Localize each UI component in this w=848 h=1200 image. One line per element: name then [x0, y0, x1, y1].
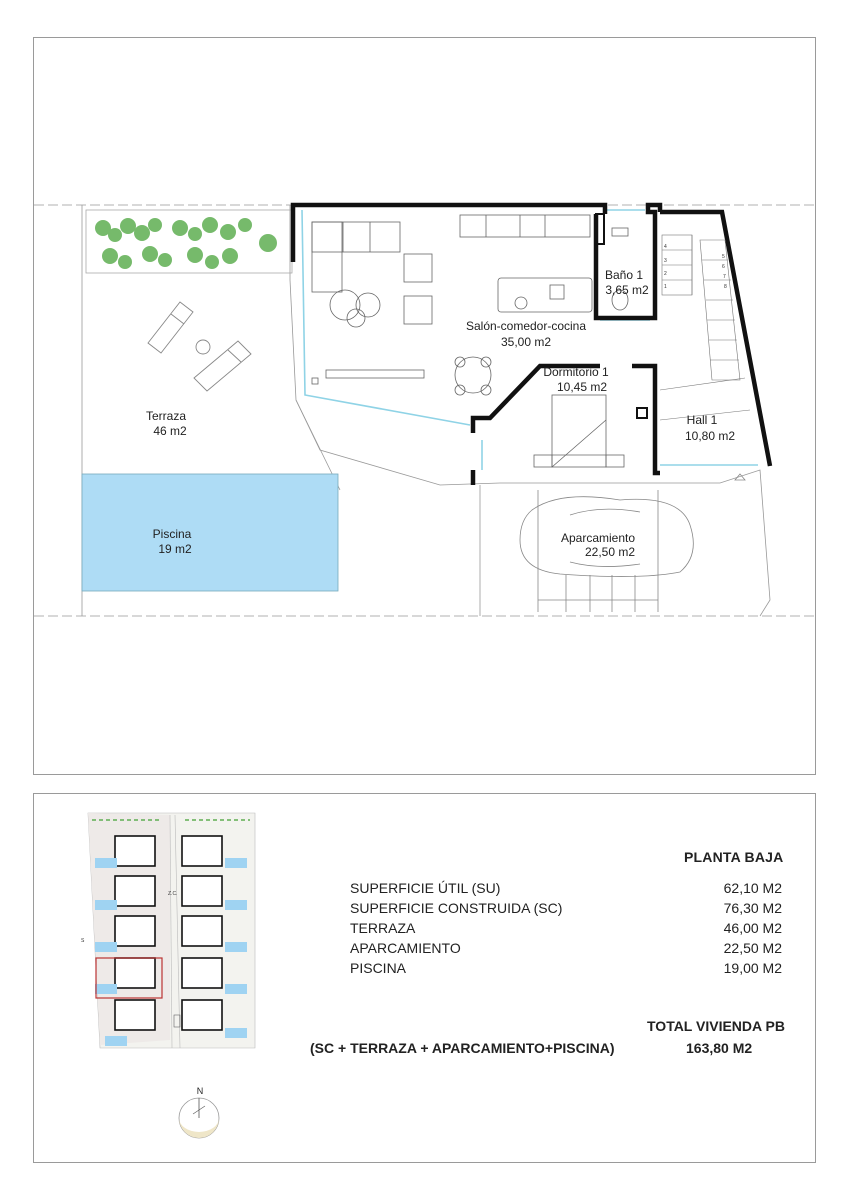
room-area-aparcamiento: 22,50 m2 [584, 545, 636, 559]
room-name-salon: Salón-comedor-cocina [465, 319, 587, 333]
svg-text:4: 4 [664, 244, 667, 250]
furniture [312, 215, 628, 467]
pool [82, 474, 338, 591]
staircase [660, 235, 750, 420]
total-formula: (SC + TERRAZA + APARCAMIENTO+PISCINA) [310, 1040, 615, 1056]
hedge-planter [86, 210, 292, 273]
site-side-mark: S [81, 938, 85, 944]
summary-value: 46,00 M2 [723, 920, 782, 936]
svg-text:7: 7 [723, 274, 726, 280]
svg-text:1: 1 [664, 284, 667, 290]
sun-loungers [148, 302, 251, 391]
summary-label: PISCINA [350, 960, 407, 976]
room-name-piscina: Piscina [152, 527, 192, 541]
summary-label: TERRAZA [350, 920, 416, 936]
summary-value: 22,50 M2 [723, 940, 782, 956]
svg-text:6: 6 [722, 264, 725, 270]
room-area-salon: 35,00 m2 [500, 335, 552, 349]
svg-text:3: 3 [664, 258, 667, 264]
total-heading: TOTAL VIVIENDA PB [647, 1018, 785, 1034]
summary-label: SUPERFICIE CONSTRUIDA (SC) [350, 900, 563, 916]
room-name-dormitorio: Dormitorio 1 [543, 365, 609, 379]
summary-row-su [350, 880, 782, 900]
room-area-piscina: 19 m2 [158, 542, 192, 556]
svg-text:5: 5 [722, 254, 725, 260]
summary-row-sc [350, 900, 782, 920]
north-label: N [196, 1086, 204, 1096]
summary-value: 62,10 M2 [723, 880, 782, 896]
floor-heading: PLANTA BAJA [684, 849, 784, 865]
svg-text:8: 8 [724, 284, 727, 290]
room-area-hall: 10,80 m2 [684, 429, 736, 443]
summary-row-piscina [350, 960, 782, 980]
summary-label: SUPERFICIE ÚTIL (SU) [350, 880, 501, 896]
room-area-dormitorio: 10,45 m2 [556, 380, 608, 394]
room-name-hall: Hall 1 [686, 413, 718, 427]
summary-row-aparcamiento [350, 940, 782, 960]
site-block-code: Z.C. [168, 891, 178, 897]
room-name-terraza: Terraza [145, 409, 187, 423]
total-value: 163,80 M2 [686, 1040, 753, 1056]
room-area-terraza: 46 m2 [153, 424, 187, 438]
arrow-marker [735, 474, 745, 480]
room-area-bano: 3,65 m2 [605, 283, 649, 297]
summary-label: APARCAMIENTO [350, 940, 461, 956]
svg-text:2: 2 [664, 271, 667, 277]
stair-step-numbers [664, 244, 727, 290]
room-name-aparcamiento: Aparcamiento [560, 531, 636, 545]
room-name-bano: Baño 1 [604, 268, 644, 282]
summary-value: 19,00 M2 [723, 960, 782, 976]
summary-row-terraza [350, 920, 782, 940]
summary-value: 76,30 M2 [723, 900, 782, 916]
